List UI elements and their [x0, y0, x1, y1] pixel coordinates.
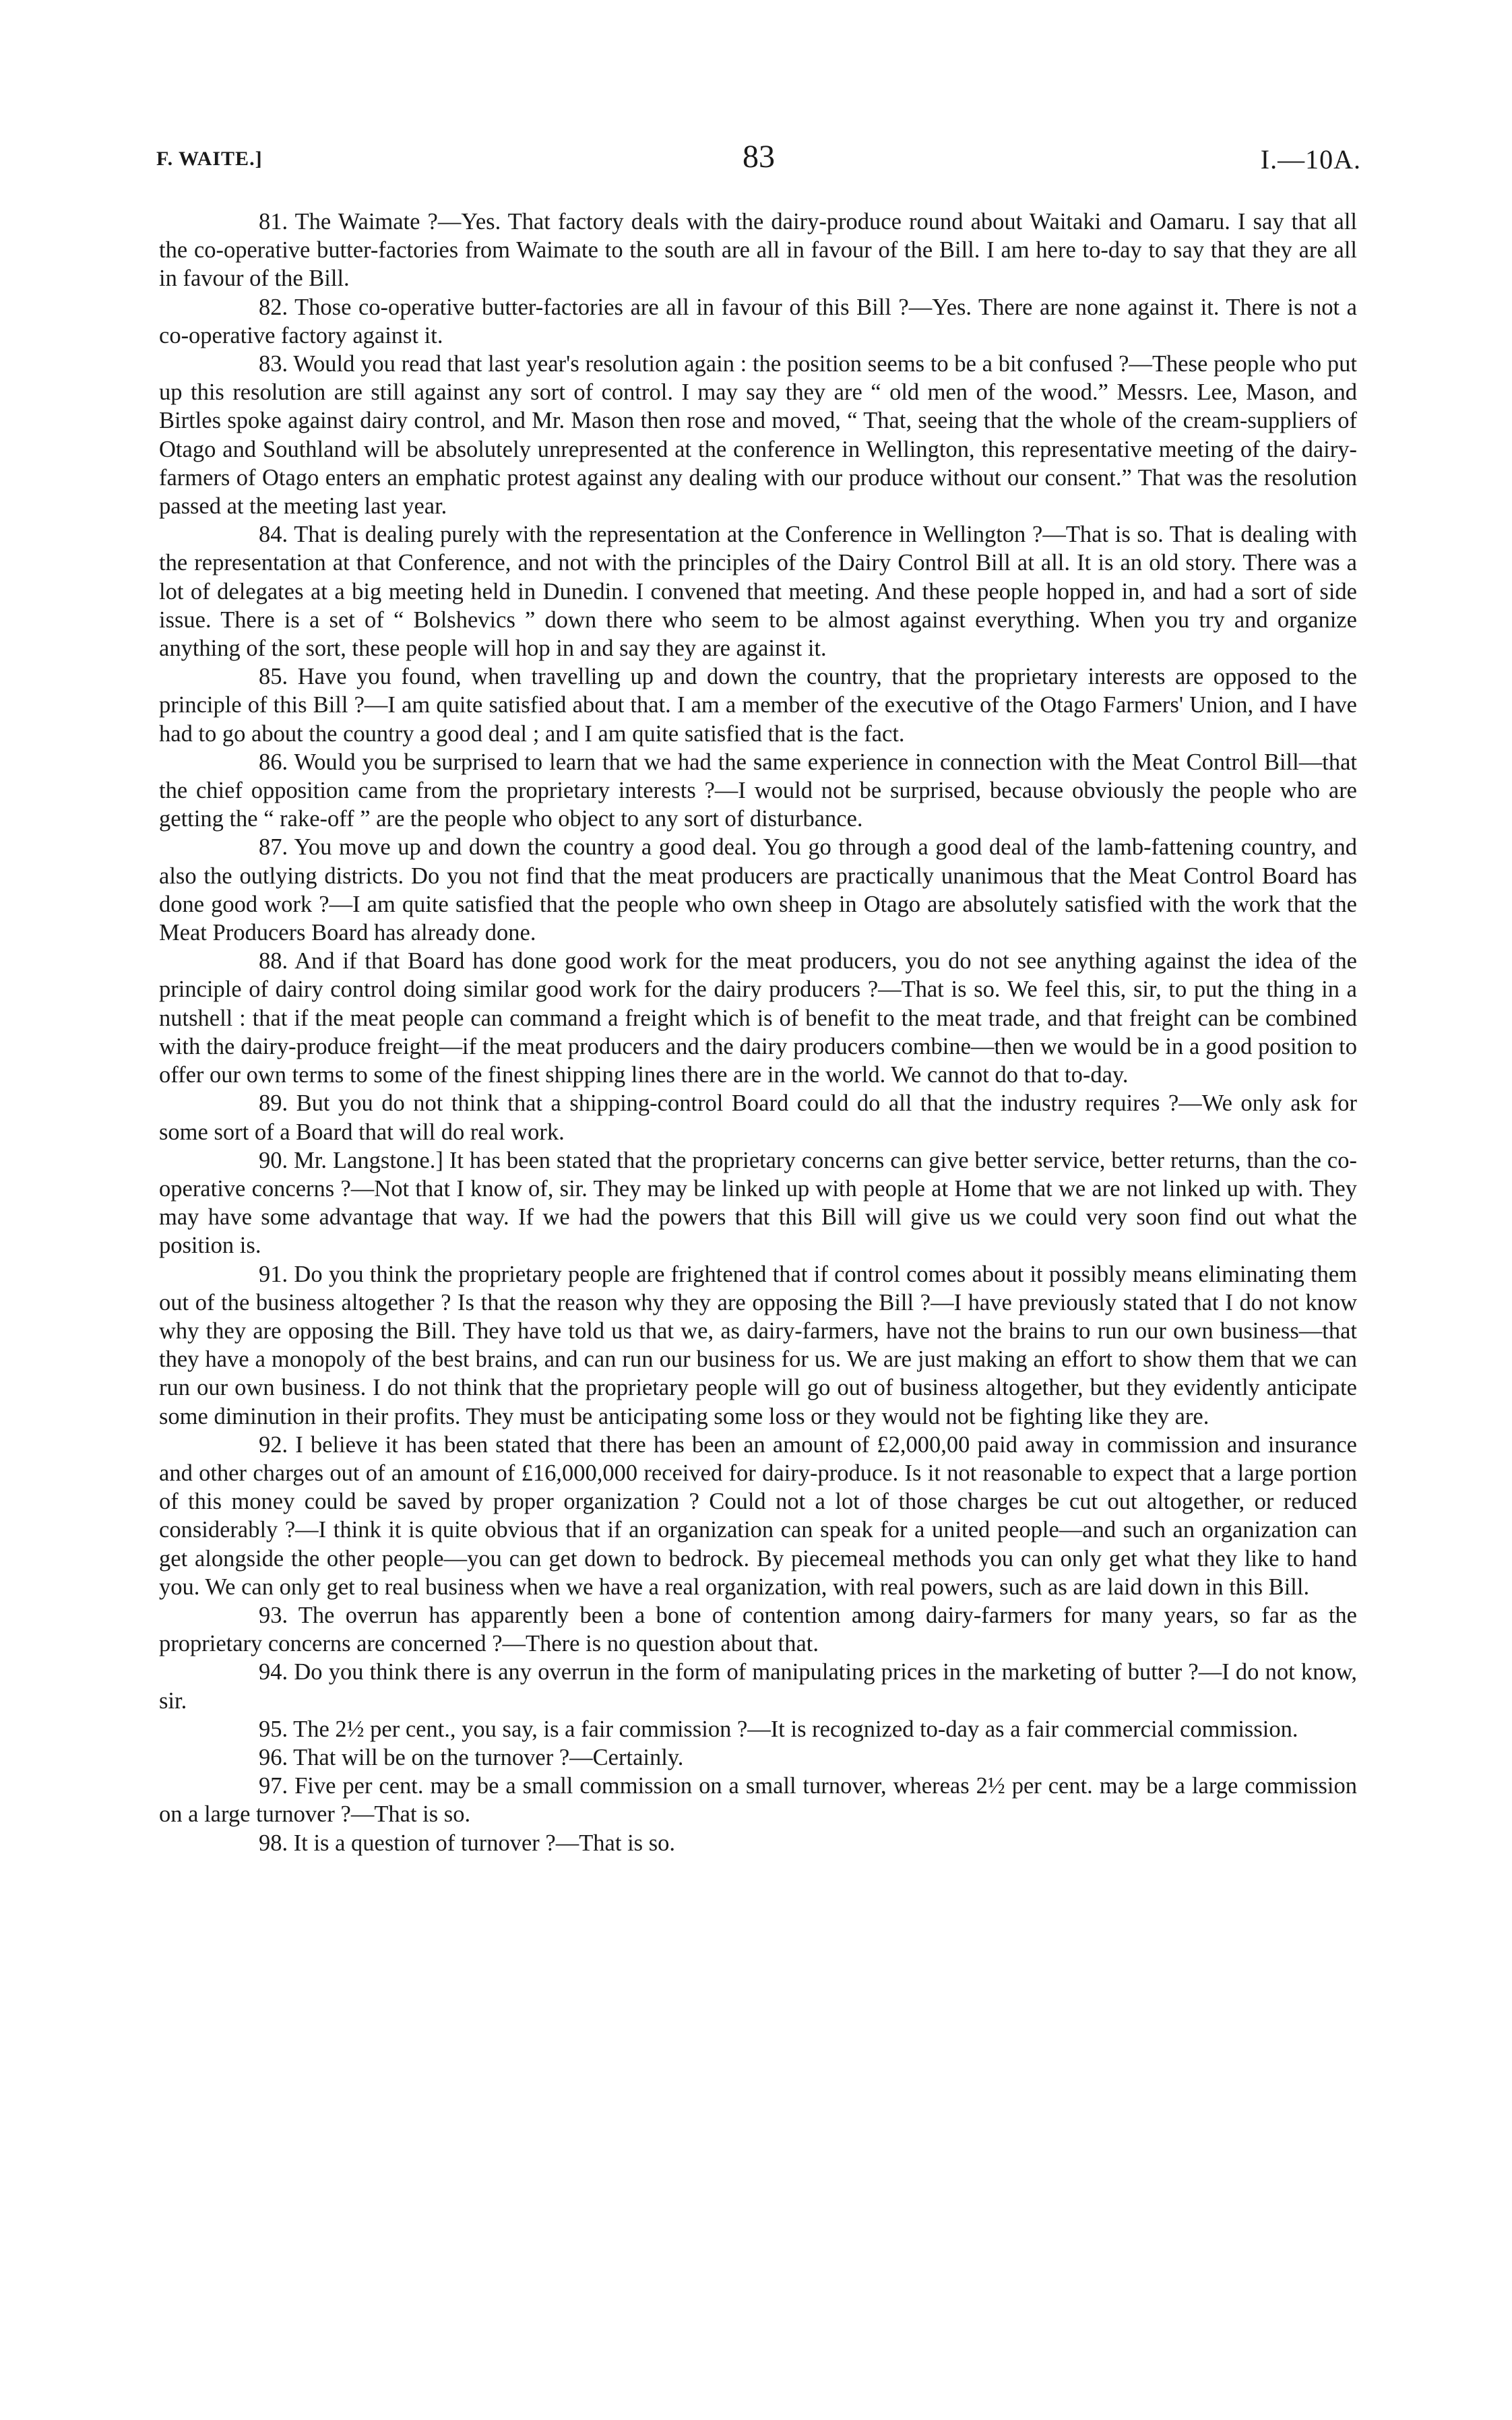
paragraph: 89. But you do not think that a shipping-control Board could do all that the industry requires ?—We only ask for some sort of a Board that will do real work. — [159, 1090, 1357, 1145]
paragraph: 88. And if that Board has done good work for the meat producers, you do not see anything against the idea of the principle of dairy control doing similar good work for the dairy producers ?—That is so. We feel this, sir, to put the thing in a nutshell : that if the meat people can command a freight which is of benefit to the meat trade, and that freight can be combined with the dairy-produce freight—if the meat producers and the dairy producers combine—then we would be in a good position to offer our own terms to some of the finest shipping lines there are in the world. We cannot do that to-day. — [159, 948, 1357, 1088]
paragraph: 86. Would you be surprised to learn that we had the same experience in connection with the Meat Control Bill—that the chief opposition came from the proprietary interests ?—I would not be surprised, because obviously the people who are getting the “ rake-off ” are the people who object to any sort of disturbance. — [159, 749, 1357, 832]
paragraph: 92. I believe it has been stated that there has been an amount of £2,000,00 paid away in commission and insurance and other charges out of an amount of £16,000,000 received for dairy-produce. Is it not reasonable to expect that a large portion of this money could be saved by proper organization ? Could not a lot of those charges be cut out altogether, or reduced considerably ?—I think it is quite obvious that if an organization can speak for a united people—and such an organization can get alongside the other people—you can get down to bedrock. By piecemeal methods you can only get what they like to hand you. We can only get to real business when we have a real organization, with real powers, such as are laid down in this Bill. — [159, 1431, 1357, 1600]
paragraph: 98. It is a question of turnover ?—That is so. — [259, 1830, 676, 1856]
paragraph: 84. That is dealing purely with the representation at the Conference in Wellington ?—That is so. That is dealing with the representation at that Conference, and not with the principles of the Dairy Control Bill at all. It is an old story. There was a lot of delegates at a big meeting held in Dunedin. I convened that meeting. And these people hopped in, and had a sort of side issue. There is a set of “ Bolshevics ” down there who seem to be almost against everything. When you try and organize anything of the sort, these people will hop in and say they are against it. — [159, 522, 1357, 662]
document-reference: I.—10A. — [1260, 144, 1361, 175]
paragraph: 83. Would you read that last year's resolution again : the position seems to be a bit confused ?—These people who put up this resolution are still against any sort of control. I may say they are “ old men of the wood.” Messrs. Lee, Mason, and Birtles spoke against dairy control, and Mr. Mason then rose and moved, “ That, seeing that the whole of the cream-suppliers of Otago and Southland will be absolutely unrepresented at the conference in Wellington, this representative meeting of the dairy-farmers of Otago enters an emphatic protest against any dealing with our produce without our consent.” That was the resolution passed at the meeting last year. — [159, 351, 1357, 520]
body-text — [159, 208, 1357, 1857]
paragraph: 87. You move up and down the country a good deal. You go through a good deal of the lamb-fattening country, and also the outlying districts. Do you not find that the meat producers are practically unanimous that the Meat Control Board has done good work ?—I am quite satisfied that the people who own sheep in Otago are absolutely satisfied with the work that the Meat Producers Board has already done. — [159, 834, 1357, 946]
paragraph: 90. Mr. Langstone.] It has been stated that the proprietary concerns can give better service, better returns, than the co-operative concerns ?—Not that I know of, sir. They may be linked up with people at Home that we are not linked up with. They may have some advantage that way. If we had the powers that this Bill will give us we could very soon find out what the position is. — [159, 1147, 1357, 1259]
witness-name: F. WAITE.] — [156, 148, 263, 170]
paragraph: 94. Do you think there is any overrun in the form of manipulating prices in the marketing of butter ?—I do not know, sir. — [159, 1659, 1357, 1714]
paragraph: 93. The overrun has apparently been a bone of contention among dairy-farmers for many years, so far as the proprietary concerns are concerned ?—There is no question about that. — [159, 1602, 1357, 1657]
paragraph: 85. Have you found, when travelling up and down the country, that the proprietary interests are opposed to the principle of this Bill ?—I am quite satisfied about that. I am a member of the executive of the Otago Farmers' Union, and I have had to go about the country a good deal ; and I am quite satisfied that is the fact. — [159, 664, 1357, 747]
page-number: 83 — [743, 139, 775, 175]
paragraph: 96. That will be on the turnover ?—Certainly. — [259, 1744, 684, 1770]
paragraph: 81. The Waimate ?—Yes. That factory deals with the dairy-produce round about Waitaki and Oamaru. I say that all the co-operative butter-factories from Waimate to the south are all in favour of the Bill. I am here to-day to say that they are all in favour of the Bill. — [159, 209, 1357, 292]
paragraph: 82. Those co-operative butter-factories are all in favour of this Bill ?—Yes. There are none against it. There is not a co-operative factory against it. — [159, 294, 1357, 348]
paragraph: 97. Five per cent. may be a small commission on a small turnover, whereas 2½ per cent. may be a large commission on a large turnover ?—That is so. — [159, 1773, 1357, 1828]
page-header — [156, 138, 1361, 185]
paragraph: 91. Do you think the proprietary people are frightened that if control comes about it possibly means eliminating them out of the business altogether ? Is that the reason why they are opposing the Bill ?—I have previously stated that I do not know why they are opposing the Bill. They have told us that we, as dairy-farmers, have not the brains to run our own business—that they have a monopoly of the best brains, and can run our business for us. We are just making an effort to show them that we can run our own business. I do not think that the proprietary people will go out of business altogether, but they evidently anticipate some diminution in their profits. They must be anticipating some loss or they would not be fighting like they are. — [159, 1261, 1357, 1429]
paragraph: 95. The 2½ per cent., you say, is a fair commission ?—It is recognized to-day as a fair commercial commission. — [259, 1716, 1298, 1742]
